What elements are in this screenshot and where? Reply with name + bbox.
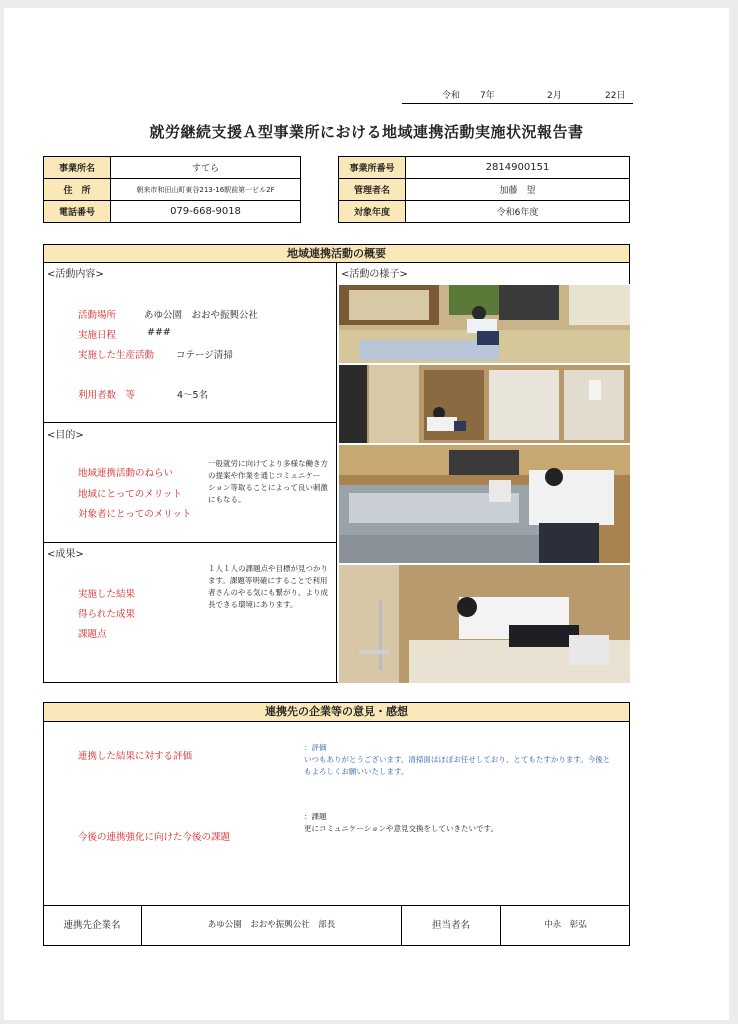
date-underline <box>402 103 633 104</box>
info-value: 加藤 望 <box>406 179 630 201</box>
report-page <box>4 8 729 1020</box>
eval-comment: ：評価 いつもありがとうございます。清掃面はほぼお任せしており、とてもたすかります。今後と もよろしくお願いいたします。 <box>304 742 628 778</box>
result-label: 実施した結果 <box>78 589 136 600</box>
info-table-left <box>43 156 301 223</box>
users-value: 4～5名 <box>177 390 209 401</box>
info-label: 管理者名 <box>339 179 406 201</box>
date-year: 7年 <box>480 91 495 101</box>
aim-label: 地域連携活動のねらい <box>78 468 174 479</box>
purpose-text: 一般就労に向けてより多様な働き方 の提案や作業を通じコミュニケー ション等取ることによって良い刺激 にもなる。 <box>208 459 328 504</box>
scene-heading: <活動の様子> <box>341 269 408 280</box>
eval-label: 連携した結果に対する評価 <box>78 751 193 762</box>
page-title: 就労継続支援Ａ型事業所における地域連携活動実施状況報告書 <box>149 123 584 141</box>
opinion-header: 連携先の企業等の意見・感想 <box>43 702 630 722</box>
info-table-right <box>338 156 630 223</box>
info-label: 電話番号 <box>44 201 111 223</box>
photo-cleaning-closet <box>338 364 631 444</box>
info-value: すてら <box>111 157 301 179</box>
date-label: 実施日程 <box>78 330 117 341</box>
person-value: 中永 彰弘 <box>544 920 587 930</box>
future-label: 今後の連携強化に向けた今後の課題 <box>78 832 231 843</box>
result-heading: <成果> <box>47 549 84 560</box>
info-label: 対象年度 <box>339 201 406 223</box>
company-label: 連携先企業名 <box>63 920 121 931</box>
date-day: 22日 <box>605 91 626 101</box>
overview-header: 地域連携活動の概要 <box>43 244 630 263</box>
place-value: あゆ公園 おおや振興公社 <box>144 310 259 321</box>
info-value: 2814900151 <box>406 157 630 179</box>
production-label: 実施した生産活動 <box>78 350 155 361</box>
info-value: 079-668-9018 <box>111 201 301 223</box>
info-value: 令和6年度 <box>406 201 630 223</box>
issue-label: 課題点 <box>78 629 107 640</box>
photo-cleaning-bath <box>338 564 631 684</box>
future-comment: ：課題 更にコミュニケーションや意見交換をしていきたいです。 <box>304 811 628 835</box>
activity-heading: <活動内容> <box>47 269 104 280</box>
purpose-heading: <目的> <box>47 430 84 441</box>
info-label: 事業所名 <box>44 157 111 179</box>
info-value: 朝来市和田山町東谷213-16駅前第一ビル2F <box>111 179 301 201</box>
users-label: 利用者数 等 <box>78 390 136 401</box>
date-era: 令和 <box>442 91 461 101</box>
photo-cleaning-sink <box>338 444 631 564</box>
merit-user-label: 対象者にとってのメリット <box>78 509 192 520</box>
date-value: ### <box>147 327 171 338</box>
date-month: 2月 <box>547 91 562 101</box>
gained-label: 得られた成果 <box>78 609 136 620</box>
company-value: あゆ公園 おおや振興公社 部長 <box>207 920 336 930</box>
info-label: 事業所番号 <box>339 157 406 179</box>
person-label: 担当者名 <box>431 920 470 931</box>
eval-tag: ：評価 <box>304 743 327 752</box>
result-text: １人１人の課題点や目標が見つかり ます。課題等明確にすることで利用 者さんのやる気にも繋がり、より成 長できる環境にあります。 <box>208 564 328 609</box>
photo-cleaning-floor <box>338 284 631 364</box>
production-value: コテージ清掃 <box>176 350 233 361</box>
info-label: 住 所 <box>44 179 111 201</box>
merit-region-label: 地域にとってのメリット <box>78 489 182 500</box>
future-tag: ：課題 <box>304 812 327 821</box>
place-label: 活動場所 <box>78 310 117 321</box>
